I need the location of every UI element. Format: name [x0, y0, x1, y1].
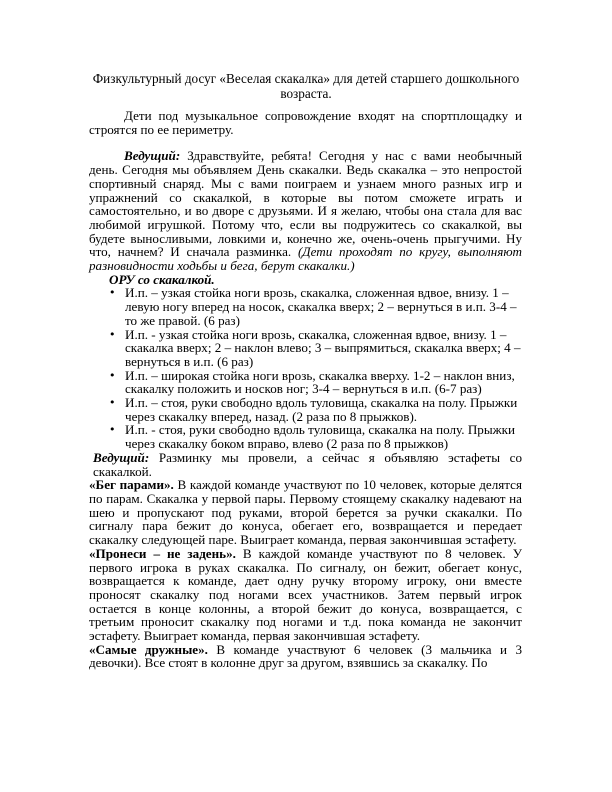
relay-1-title: «Бег парами». — [89, 477, 174, 493]
exercise-text: И.п. - узкая стойка ноги врозь, скакалка, сложенная вдвое, внизу. 1 – скакалка вверх; 2 – наклон влево; 3 – выпрямиться, скакалка вверх; 4 – вернуться в и.п. (6 раз) — [125, 326, 521, 369]
relay-3-title: «Самые дружные». — [89, 641, 208, 657]
exercise-text: И.п. – стоя, руки свободно вдоль туловища, скакалка на полу. Прыжки через скакалку вперед, назад. (2 раза по 8 прыжков). — [125, 395, 518, 424]
oru-title: ОРУ со скакалкой. — [109, 271, 215, 287]
relay-1-text: В каждой команде участвуют по 10 человек, которые делятся по парам. Скакалка у первой пары. Первому стоящему скакалку надевают на шею и пропускают под руками, второй берется за ручки скакалки. По сигналу пара бежит до конуса, обегает его, возвращается и передает скакалку следующей паре. Выиграет команда, первая закончившая эстафету. — [89, 477, 522, 548]
document-title: Физкультурный досуг «Веселая скакалка» для детей старшего дошкольного возраста. — [92, 71, 520, 101]
host-paragraph-2 — [93, 451, 522, 478]
exercise-list — [89, 286, 522, 450]
host-speech: Здравствуйте, ребята! Сегодня у нас с вами необычный день. Сегодня мы объявляем День скакалки. Ведь скакалка – это непростой спортивный снаряд. Мы с вами поиграем и узнаем много разных игр и упражнений со скакалкой, в которые вы потом сможете играть и самостоятельно, и во дворе с друзьями. И я желаю, чтобы она стала для вас любимой игрушкой. Потому что, если вы подружитесь со скакалкой, вы будете выносливыми, ловкими и, конечно же, очень-очень прыгучими. Ну что, начнем? И сначала разминка. — [89, 148, 522, 260]
list-item — [89, 369, 522, 396]
bullet-icon: • — [109, 327, 116, 341]
relay-3-text: В команде участвуют 6 человек (3 мальчика и 3 девочки). Все стоят в колонне друг за другом, взявшись за скакалку. По — [89, 641, 523, 671]
intro-paragraph: Дети под музыкальное сопровождение входят на спортплощадку и строятся по ее периметру. — [89, 108, 522, 137]
relay-2 — [89, 547, 522, 643]
relay-2-title: «Пронеси – не задень». — [89, 545, 236, 561]
host-paragraph — [89, 149, 522, 272]
bullet-icon: • — [109, 396, 116, 410]
host-label: Ведущий: — [124, 148, 181, 164]
host-label-2: Ведущий: — [93, 449, 150, 465]
relay-1 — [89, 478, 522, 547]
list-item — [89, 423, 522, 450]
document-body — [89, 109, 522, 670]
exercise-text: И.п. – широкая стойка ноги врозь, скакалка вверху. 1-2 – наклон вниз, скакалку положить и носков ног; 3-4 – вернуться в и.п. (6-7 раз) — [125, 367, 515, 397]
exercise-text: И.п. - стоя, руки свободно вдоль туловища, скакалка на полу. Прыжки через скакалку боком вправо, влево (2 раза по 8 прыжков) — [125, 422, 516, 452]
exercise-text: И.п. – узкая стойка ноги врозь, скакалка, сложенная вдвое, внизу. 1 – левую ногу вперед на носок, скакалка вверх; 2 – вернуться в и.п. 3-4 – то же правой. (6 раз) — [125, 285, 517, 328]
bullet-icon: • — [109, 368, 116, 382]
list-item — [89, 396, 522, 423]
relay-2-text: В каждой команде участвуют по 8 человек. У первого игрока в руках скакалка. По сигналу, он бежит, обегает конус, возвращается к команде, дает одну ручку второму игроку, они вместе проносят скакалку под ногами всех участников. Затем первый игрок остается в конце колонны, а второй бежит до конуса, возвращается, с третьим проносит скакалку под ногами и т.д. пока команда не закончит эстафету. Выиграет команда, первая закончившая эстафету. — [89, 545, 522, 644]
bullet-icon: • — [109, 423, 116, 437]
bullet-icon: • — [109, 286, 116, 300]
list-item — [89, 286, 522, 327]
relay-3 — [89, 643, 522, 670]
host-speech-2: Разминку мы провели, а сейчас я объявляю эстафеты со скакалкой. — [93, 449, 522, 479]
list-item — [89, 328, 522, 369]
host-remark: (Дети проходят по кругу, выполняют разновидности ходьбы и бега, берут скакалки.) — [89, 244, 523, 274]
